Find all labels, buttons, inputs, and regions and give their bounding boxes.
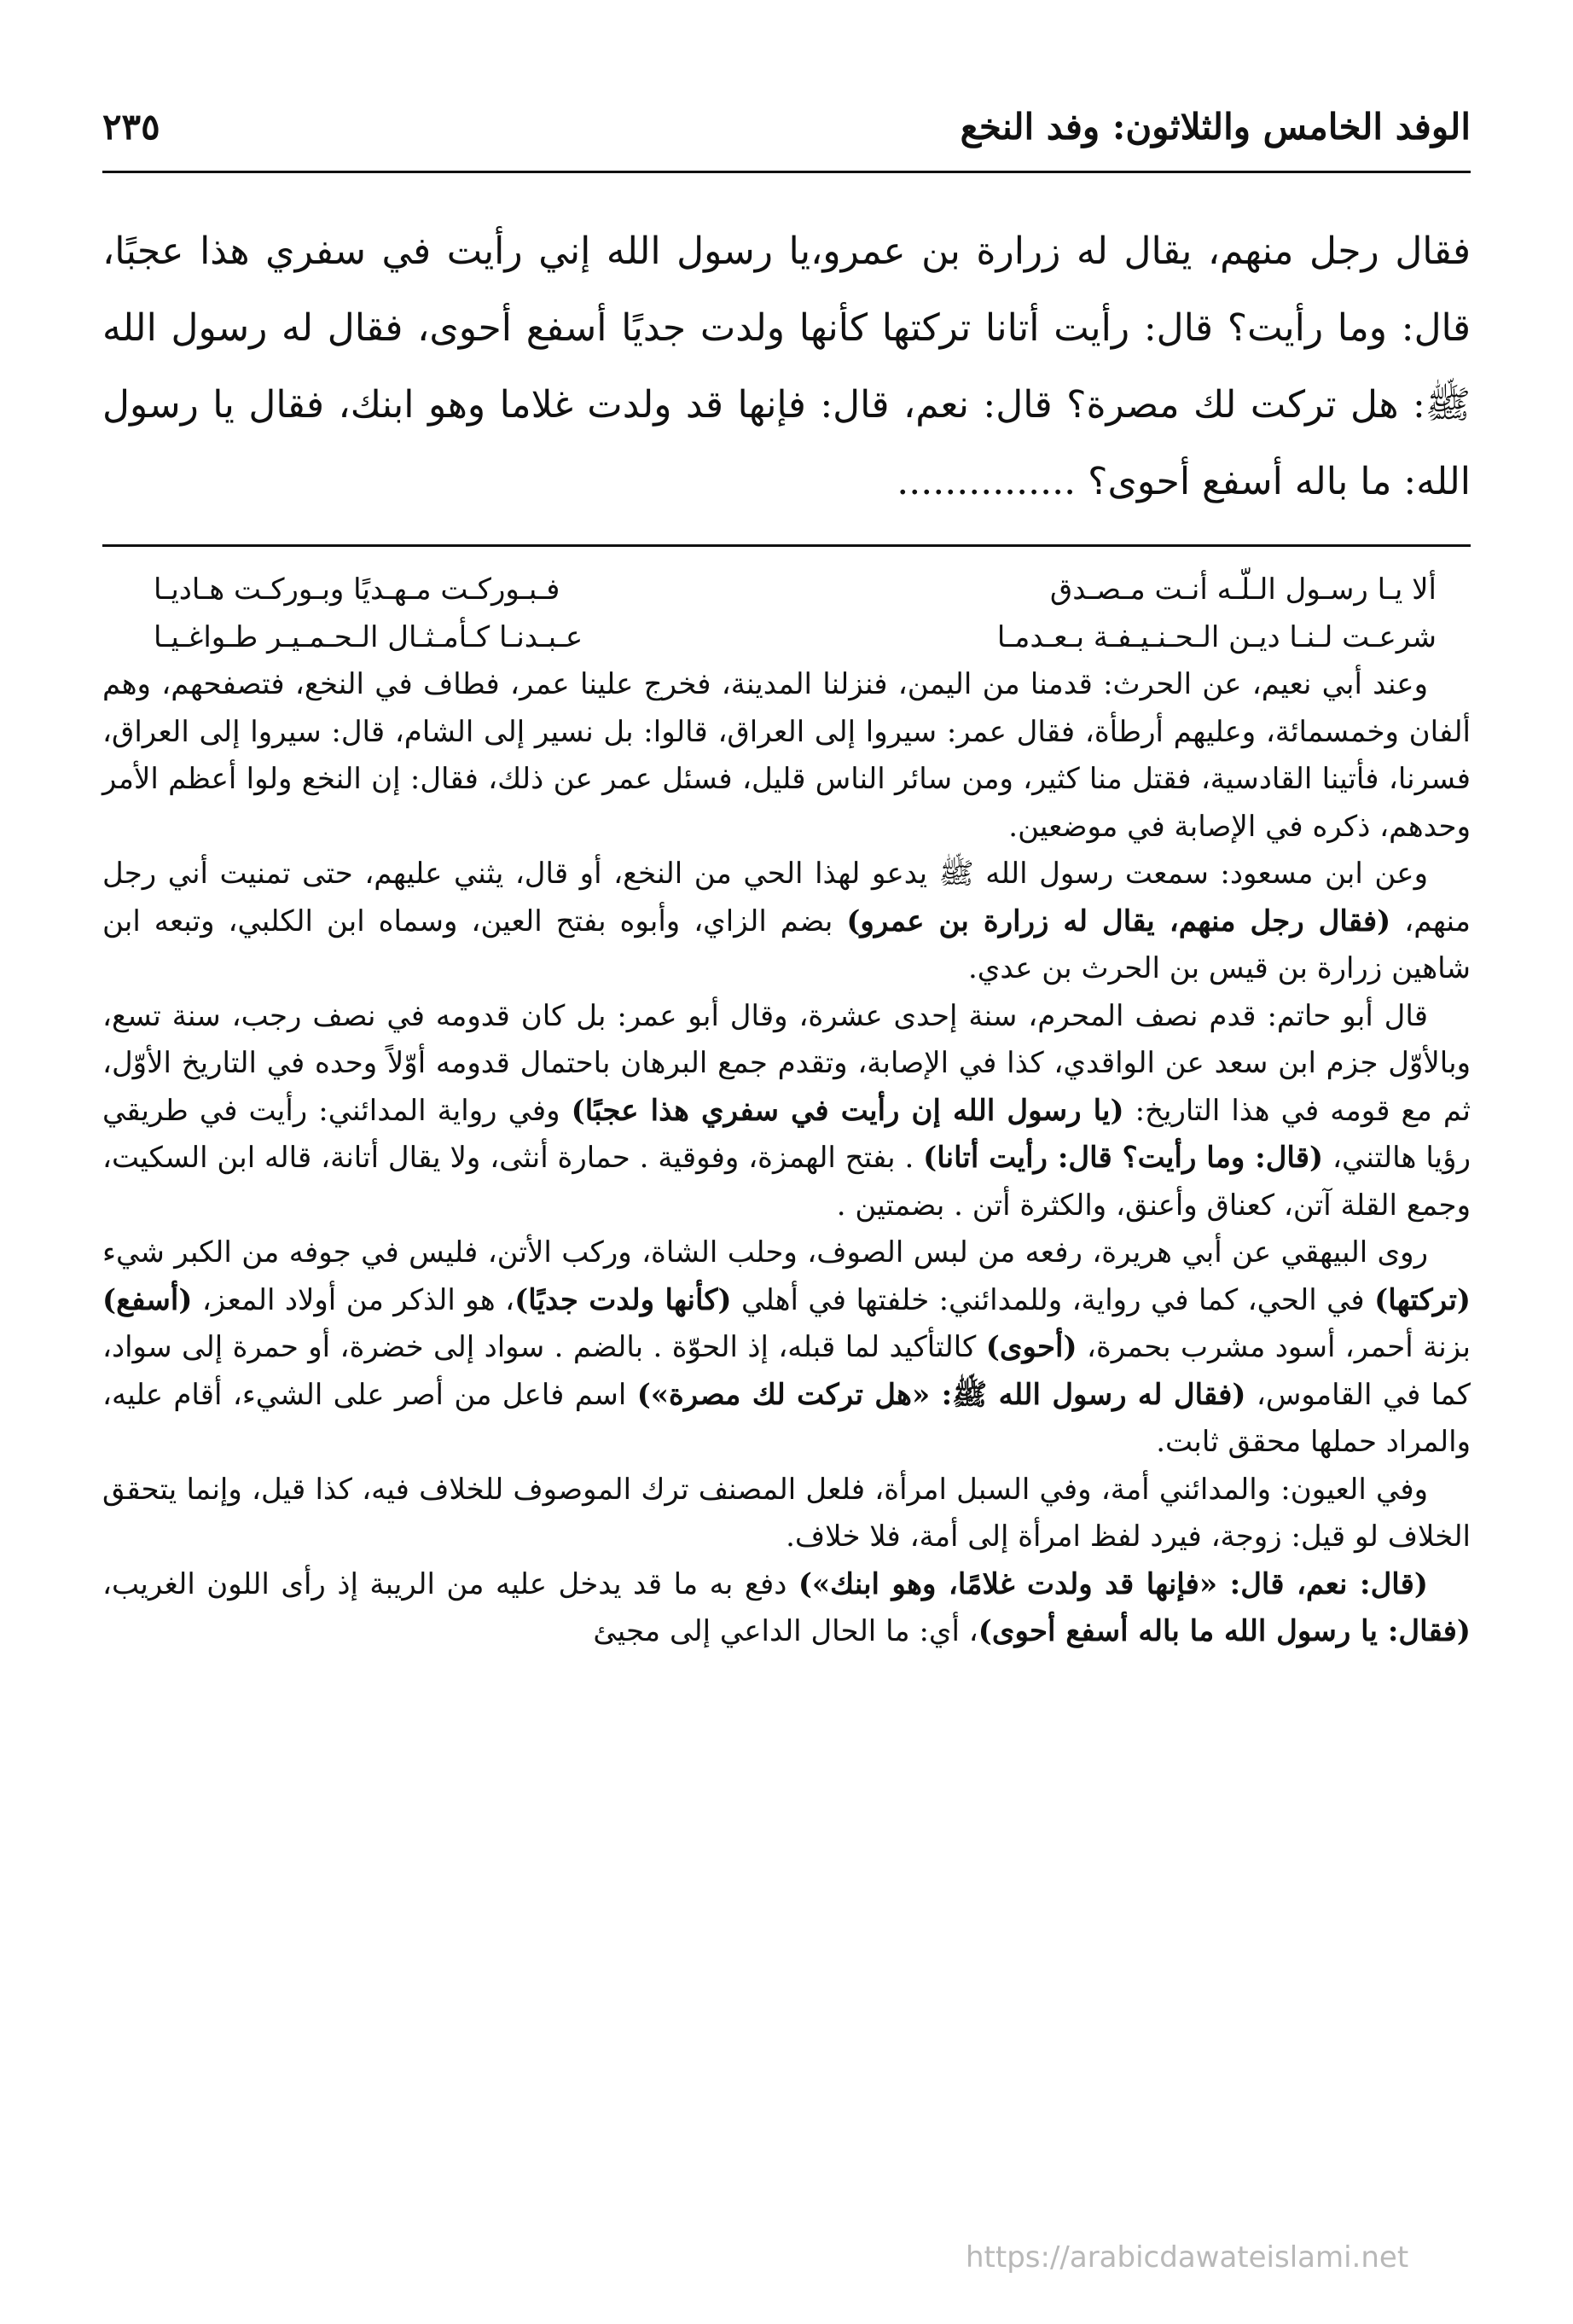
main-paragraph-text: فقال رجل منهم، يقال له زرارة بن عمرو،يا رسول الله إني رأيت في سفري هذا عجبًا، قال: وما رأيت؟ قال: رأيت أتانا تركتها كأنها ولدت جديًا أسفع أحوى، فقال له رسول الله ﷺ: هل تركت لك مصرة؟ قال: نعم، قال: فإنها قد ولدت غلاما وهو ابنك، فقال يا رسول الله: ما باله أسفع أحوى؟ xyxy=(102,229,1471,503)
text-span: في الحي، كما في رواية، وللمدائني: خلفتها في أهلي xyxy=(731,1282,1375,1317)
header-rule xyxy=(102,171,1471,173)
commentary-paragraph-6 xyxy=(102,1561,1471,1656)
website-watermark: https://arabicdawateislami.net xyxy=(966,2240,1409,2275)
commentary-paragraph-1: وعند أبي نعيم، عن الحرث: قدمنا من اليمن، فنزلنا المدينة، فخرج علينا عمر، فطاف في النخع، فتصفحهم، وهم ألفان وخمسمائة، وعليهم أرطأة، فقال عمر: سيروا إلى العراق، قالوا: بل نسير إلى الشام، قال: سيروا إلى العراق، فسرنا، فأتينا القادسية، فقتل منا كثير، ومن سائر الناس قليل، فسئل عمر عن ذلك، فقال: إن النخع ولوا أعظم الأمر وحدهم، ذكره في الإصابة في موضعين. xyxy=(102,667,1471,844)
commentary-separator xyxy=(102,544,1471,547)
text-span: بضم الزاي، وأبوه بفتح العين، وسماه ابن الكلبي، وتبعه ابن شاهين زرارة بن قيس بن الحرث بن عدي. xyxy=(102,903,1471,985)
quoted-text: (كأنها ولدت جديًا) xyxy=(514,1282,732,1317)
verse-1-first-hemistich: ألا يـا رسـول الـلّـه أنـت مـصـدق xyxy=(1049,572,1437,607)
quoted-text: (فقال له رسول الله ﷺ: «هل تركت لك مصرة») xyxy=(636,1377,1246,1412)
text-span: وعن ابن مسعود: سمعت رسول الله ﷺ يدعو لهذا الحي من النخع، أو قال، يثني عليهم، حتى تمنيت أني رجل منهم، xyxy=(102,857,1471,938)
main-paragraph xyxy=(102,213,1471,520)
text-span: دفع به ما قد يدخل عليه من الريبة إذ رأى اللون الغريب، xyxy=(102,1566,798,1601)
running-header xyxy=(102,101,1471,152)
text-span: اسم فاعل من أصر على الشيء، أقام عليه، والمراد حملها محقق ثابت. xyxy=(102,1377,1471,1459)
quoted-text: (أسفع) xyxy=(102,1282,193,1317)
text-span: ، أي: ما الحال الداعي إلى مجيئ xyxy=(593,1614,978,1648)
quoted-text: (أحوى) xyxy=(985,1330,1077,1364)
text-span: قال أبو حاتم: قدم نصف المحرم، سنة إحدى عشرة، وقال أبو عمر: بل كان قدومه في نصف رجب، سنة تسع، وبالأوّل جزم ابن سعد عن الواقدي، كذا في الإصابة، وتقدم جمع البرهان باحتمال قدومه أوّلاً وحده في التاريخ الأوّل، ثم مع قومه في هذا التاريخ: xyxy=(102,998,1471,1128)
commentary-paragraph-4 xyxy=(102,1229,1471,1467)
commentary-paragraph-3 xyxy=(102,993,1471,1230)
ellipsis-dots: ............... xyxy=(897,460,1077,503)
text-span: كالتأكيد لما قبله، إذ الحوّة . بالضم . سواد إلى خضرة، أو حمرة إلى سواد، كما في القاموس، xyxy=(102,1330,1471,1412)
verse-1-second-hemistich: فـبـوركـت مـهـديًا وبـوركـت هـاديـا xyxy=(154,572,560,607)
page-number: ٢٣٥ xyxy=(102,105,160,148)
commentary xyxy=(102,566,1471,1656)
text-span: . بفتح الهمزة، وفوقية . حمارة أنثى، ولا يقال أتانة، قاله ابن السكيت، وجمع القلة آتن، كعناق وأعنق، والكثرة أتن . بضمتين . xyxy=(102,1141,1471,1223)
quoted-text: (تركتها) xyxy=(1374,1282,1471,1317)
chapter-title: الوفد الخامس والثلاثون: وفد النخع xyxy=(960,105,1471,148)
commentary-paragraph-2 xyxy=(102,851,1471,993)
quoted-text: (قال: نعم، قال: «فإنها قد ولدت غلامًا، وهو ابنك») xyxy=(798,1566,1428,1601)
text-span: وفي رواية المدائني: رأيت في طريقي رؤيا هالتني، xyxy=(102,1093,1471,1175)
verse-line-1 xyxy=(102,566,1471,614)
text-span: بزنة أحمر، أسود مشرب بحمرة، xyxy=(1077,1330,1471,1364)
commentary-paragraph-5: وفي العيون: والمدائني أمة، وفي السبل امرأة، فلعل المصنف ترك الموصوف للخلاف فيه، كذا قيل، وإنما يتحقق الخلاف لو قيل: زوجة، فيرد لفظ امرأة إلى أمة، فلا خلاف. xyxy=(102,1472,1471,1554)
quoted-text: (يا رسول الله إن رأيت في سفري هذا عجبًا) xyxy=(571,1093,1124,1128)
text-span: روى البيهقي عن أبي هريرة، رفعه من لبس الصوف، وحلب الشاة، وركب الأتن، فليس في جوفه من الكبر شيء xyxy=(102,1235,1428,1269)
hadith-text xyxy=(102,213,1471,520)
verse-2-first-hemistich: شرعـت لـنـا ديـن الـحـنـيـفـة بـعـدمـا xyxy=(996,619,1437,654)
verse-line-2 xyxy=(102,614,1471,662)
text-span: ، هو الذكر من أولاد المعز، xyxy=(192,1282,515,1317)
verse-2-second-hemistich: عـبـدنـا كـأمـثـال الـحـمـيـر طـواغـيـا xyxy=(154,619,583,654)
quoted-text: (فقال رجل منهم، يقال له زرارة بن عمرو) xyxy=(846,903,1391,938)
quoted-text: (فقال: يا رسول الله ما باله أسفع أحوى) xyxy=(978,1614,1471,1648)
quoted-text: (قال: وما رأيت؟ قال: رأيت أتانا) xyxy=(923,1141,1324,1175)
